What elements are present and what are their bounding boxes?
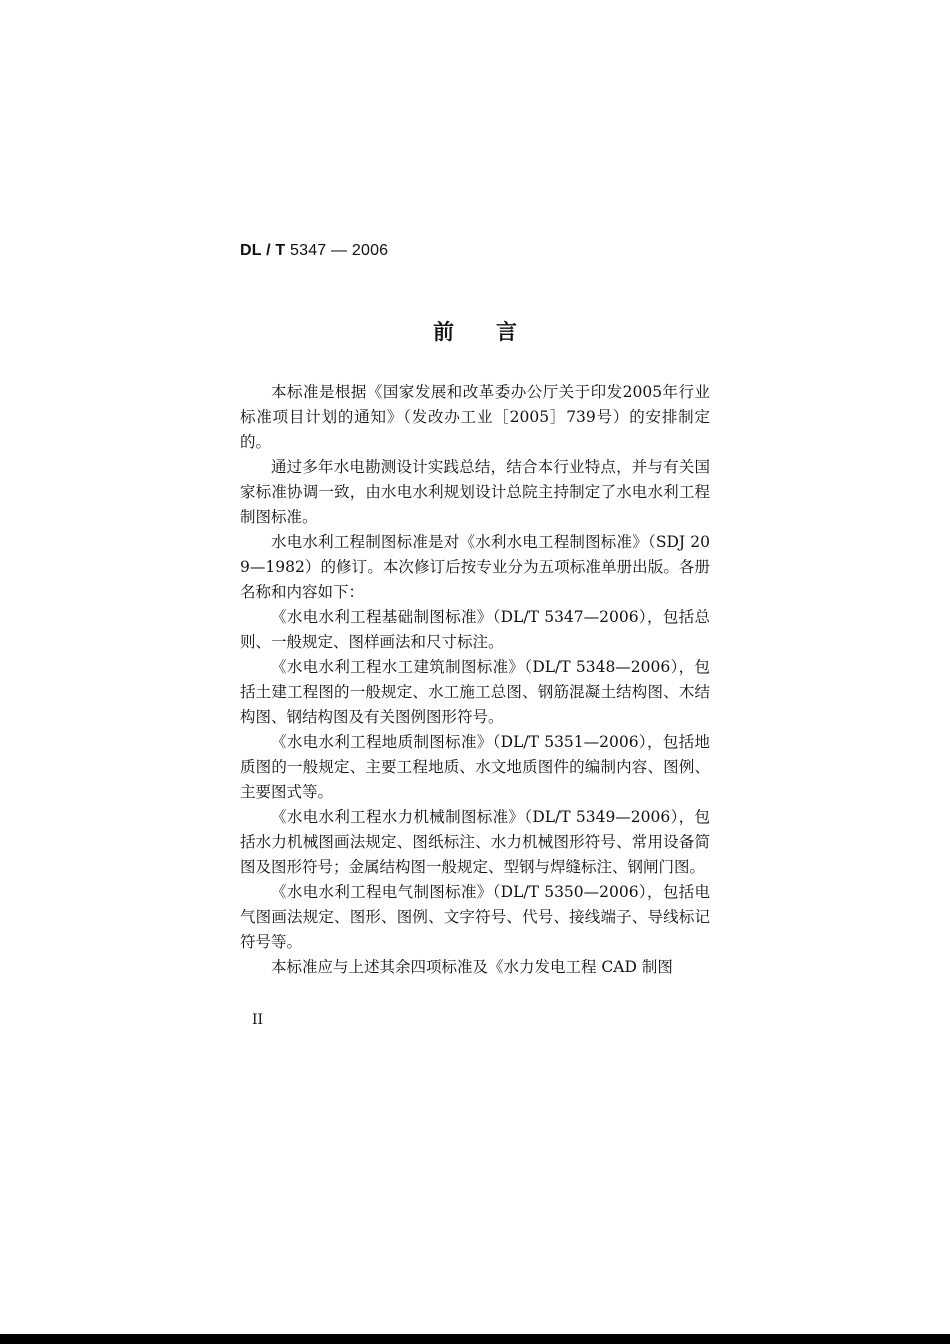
paragraph-electrical-standard: 《水电水利工程电气制图标准》（DL/T 5350—2006），包括电气图画法规定、图形、图例、文字符号、代号、接线端子、导线标记符号等。 [240, 883, 710, 951]
paragraph-basic-standard: 《水电水利工程基础制图标准》（DL/T 5347—2006），包括总则、一般规定、图样画法和尺寸标注。 [240, 608, 710, 651]
standard-code-header [240, 242, 388, 260]
paragraph-background: 通过多年水电勘测设计实践总结，结合本行业特点，并与有关国家标准协调一致，由水电水利规划设计总院主持制定了水电水利工程制图标准。 [240, 458, 710, 526]
preface-body [240, 380, 710, 980]
paragraph-geology-standard: 《水电水利工程地质制图标准》（DL/T 5351—2006），包括地质图的一般规定、主要工程地质、水文地质图件的编制内容、图例、主要图式等。 [240, 733, 710, 801]
bottom-edge-bar [0, 1334, 950, 1344]
page-title: 前言 [433, 319, 559, 344]
standard-code-prefix: DL / T [240, 242, 286, 259]
paragraph-hydraulic-structure-standard: 《水电水利工程水工建筑制图标准》（DL/T 5348—2006），包括土建工程图的一般规定、水工施工总图、钢筋混凝土结构图、木结构图、钢结构图及有关图例图形符号。 [240, 658, 710, 726]
standard-code-number: 5347 — 2006 [285, 242, 389, 259]
paragraph-origin: 本标准是根据《国家发展和改革委办公厅关于印发2005年行业标准项目计划的通知》（发改办工业［2005］739号）的安排制定的。 [240, 383, 710, 451]
paragraph-revision: 水电水利工程制图标准是对《水利水电工程制图标准》（SDJ 209—1982）的修订。本次修订后按专业分为五项标准单册出版。各册名称和内容如下： [240, 533, 710, 601]
paragraph-usage-note: 本标准应与上述其余四项标准及《水力发电工程 CAD 制图 [271, 958, 673, 976]
page-number: II [252, 1012, 264, 1028]
paragraph-hydraulic-machinery-standard: 《水电水利工程水力机械制图标准》（DL/T 5349—2006），包括水力机械图画法规定、图纸标注、水力机械图形符号、常用设备简图及图形符号；金属结构图一般规定、型钢与焊缝标注、钢闸门图。 [240, 808, 710, 876]
